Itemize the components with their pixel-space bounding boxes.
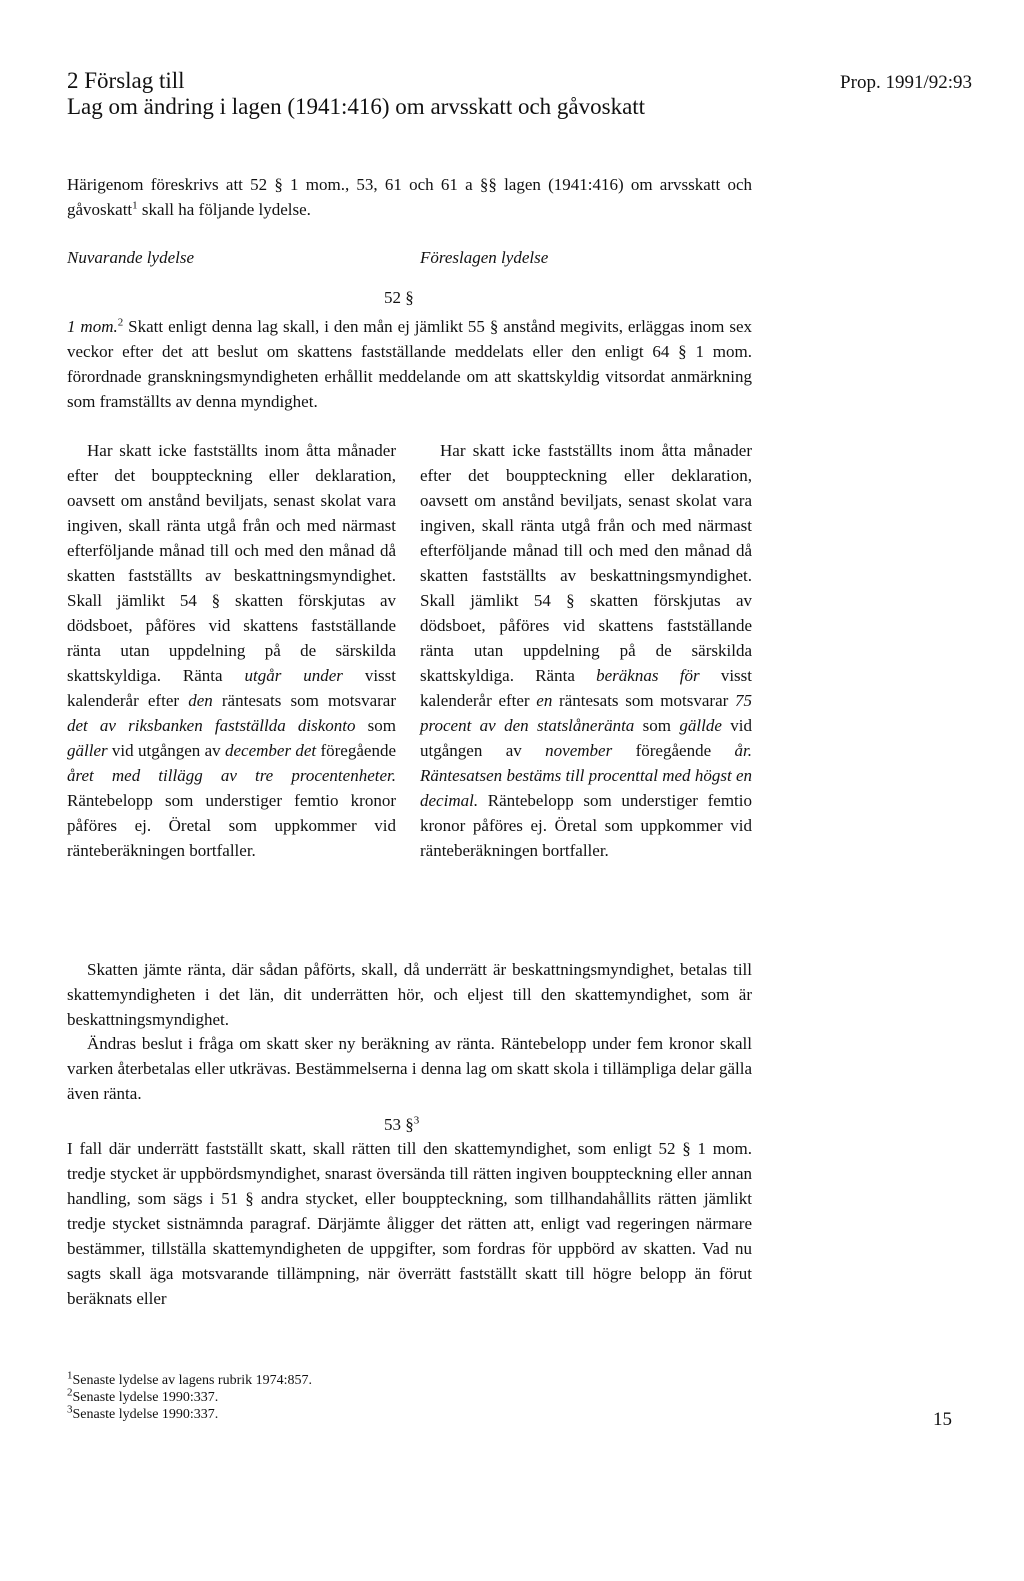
- footnote-text: Senaste lydelse 1990:337.: [72, 1390, 219, 1405]
- footnote: [67, 1403, 312, 1423]
- italic-run: 75 procent av den statslåneränta: [420, 691, 752, 735]
- document-title: [67, 68, 667, 120]
- law-title: Lag om ändring i lagen (1941:416) om arvsskatt och gåvoskatt: [67, 94, 646, 119]
- footnote-mark: 1: [67, 1369, 73, 1382]
- italic-run: året med tillägg av tre procentenheter.: [67, 766, 396, 785]
- proposed-wording-heading: Föreslagen lydelse: [420, 248, 549, 267]
- text-run: föregående: [316, 741, 396, 760]
- intro-text-end: skall ha följande lydelse.: [137, 200, 311, 219]
- text-run: räntesats som motsvarar: [212, 691, 396, 710]
- mom-label: 1 mom.: [67, 317, 118, 336]
- text-run: som: [634, 716, 680, 735]
- footnote-text: Senaste lydelse av lagens rubrik 1974:857.: [72, 1373, 313, 1388]
- text-run: Har skatt icke fastställts inom åtta månader efter det bouppteckning eller deklaration, oavsett om anstånd beviljats, senast skolat vara ingiven, skall ränta utgå från och med närmast efterföljande månad till och med den månad då skatten fastställts av beskattningsmyndighet. Skall jämlikt 54 § skatten förskjutas av dödsboet, påföres vid skattens fastställande ränta utan uppdelning på de särskilda skattskyldiga. Ränta: [67, 441, 396, 685]
- italic-run: gäller: [67, 741, 108, 760]
- text-run: föregående: [612, 741, 735, 760]
- text-run: Räntebelopp som understiger femtio kronor påföres ej. Öretal som uppkommer vid ränteberäkningen bortfaller.: [420, 791, 752, 860]
- footnote-mark: 2: [67, 1386, 73, 1399]
- footnote-ref: 1: [132, 199, 138, 212]
- footnote: [67, 1369, 313, 1389]
- section-52-paragraph-3: Skatten jämte ränta, där sådan påförts, skall, då underrätt är beskattningsmyndighet, betalas till skattemyndigheten i det län, dit underrätten hör, och eljest till den skattemyndighet, som är beskattningsmyndighet.: [67, 960, 752, 1029]
- text-run: vid utgången av: [107, 741, 225, 760]
- footnotes: [67, 1369, 313, 1423]
- section-53-label: 53 §: [384, 1115, 414, 1134]
- section-53-paragraph: I fall där underrätt fastställt skatt, skall rätten till den skattemyndighet, som enligt 52 § 1 mom. tredje stycket är uppbördsmyndighet, snarast översända till rätten ingiven bouppteckning eller annan handling, som sägs i 51 § andra stycket, eller bouppteckning, som tillhandahållits rätten jämlikt tredje stycket sistnämnda paragraf. Därjämte åligger det rätten att, enligt vad regeringen närmare bestämmer, tillställa skattemyndigheten de uppgifter, som fordras för uppbörd av skatten. Vad nu sagts skall äga motsvarande tillämpning, när överrätt fastställt skatt till högre belopp än förut beräknats eller: [67, 1139, 752, 1308]
- section-52-first-paragraph: [67, 314, 752, 414]
- intro-paragraph: [67, 172, 752, 222]
- proposition-reference: Prop. 1991/92:93: [840, 72, 972, 93]
- section-52-paragraph-4: Ändras beslut i fråga om skatt sker ny beräkning av ränta. Räntebelopp under fem kronor skall varken återbetalas eller utkrävas. Bestämmelserna i denna lag om skatt skola i tillämpliga delar gälla även ränta.: [67, 1034, 752, 1103]
- first-paragraph-text: Skatt enligt denna lag skall, i den mån ej jämlikt 55 § anstånd megivits, erläggas inom sex veckor efter det att beslut om skattens fastställande meddelats eller den enligt 64 § 1 mom. förordnade granskningsmyndigheten erhållit meddelande om att skattskyldig vitsordat anmärkning som framställts av denna myndighet.: [67, 317, 752, 411]
- intro-text: Härigenom föreskrivs att 52 § 1 mom., 53, 61 och 61 a §§ lagen (1941:416) om arvsskatt och gåvoskatt: [67, 175, 752, 219]
- current-wording-heading: Nuvarande lydelse: [67, 248, 194, 267]
- section-53-heading: [384, 1115, 419, 1135]
- text-run: Har skatt icke fastställts inom åtta månader efter det bouppteckning eller deklaration, oavsett om anstånd beviljats, senast skolat vara ingiven, skall ränta utgå från och med närmast efterföljande månad till och med den månad då skatten fastställts av beskattningsmyndighet. Skall jämlikt 54 § skatten förskjutas av dödsboet, påföres vid skattens fastställande ränta utan uppdelning på de särskilda skattskyldiga. Ränta: [420, 441, 752, 685]
- italic-run: gällde: [679, 716, 722, 735]
- italic-run: utgår under: [244, 666, 343, 685]
- footnote-ref: 2: [117, 316, 124, 329]
- italic-run: december det: [224, 741, 317, 760]
- proposed-wording-column: [420, 438, 752, 863]
- text-run: visst kalenderår efter: [420, 666, 752, 710]
- footnote-ref: 3: [413, 1114, 420, 1127]
- italic-run: beräknas för: [596, 666, 700, 685]
- italic-run: år. Räntesatsen bestäms till procenttal med högst en decimal.: [420, 741, 752, 810]
- current-wording-column: [67, 438, 396, 863]
- text-run: räntesats som motsvarar: [552, 691, 735, 710]
- footnote: [67, 1386, 312, 1406]
- italic-run: en: [536, 691, 553, 710]
- text-run: vid utgången av: [420, 716, 752, 760]
- text-run: visst kalenderår efter: [67, 666, 396, 710]
- italic-run: det av riksbanken fastställda diskonto: [67, 716, 356, 735]
- italic-run: den: [188, 691, 213, 710]
- page-number: 15: [933, 1409, 952, 1430]
- section-title: 2 Förslag till: [67, 68, 185, 93]
- text-run: som: [355, 716, 396, 735]
- italic-run: november: [545, 741, 613, 760]
- footnote-text: Senaste lydelse 1990:337.: [72, 1407, 219, 1422]
- text-run: Räntebelopp som understiger femtio kronor påföres ej. Öretal som uppkommer vid ränteberäkningen bortfaller.: [67, 791, 396, 860]
- section-52-heading: 52 §: [384, 288, 414, 307]
- footnote-mark: 3: [67, 1403, 73, 1416]
